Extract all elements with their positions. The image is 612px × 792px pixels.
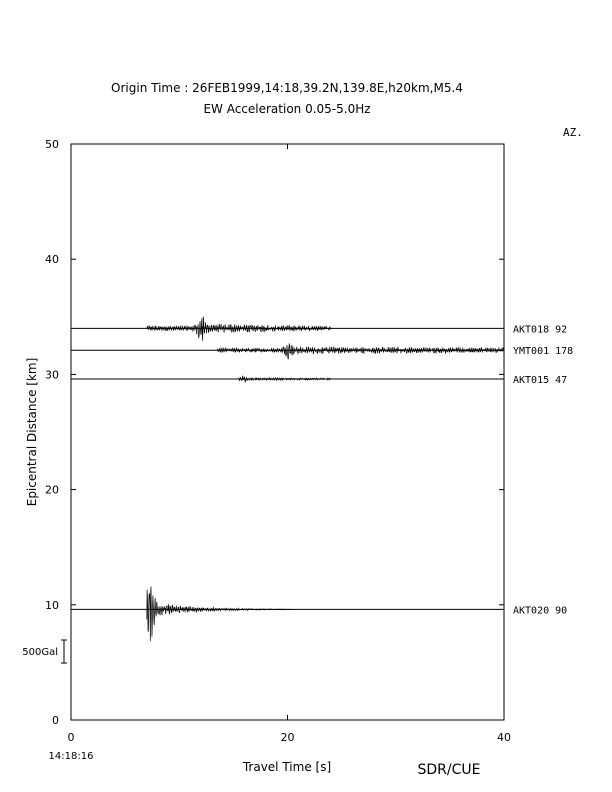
- y-axis-ticks: [45, 138, 504, 727]
- chart-subtitle: EW Acceleration 0.05-5.0Hz: [203, 102, 371, 116]
- trace-group: [71, 317, 573, 642]
- azimuth-header: AZ.: [563, 126, 583, 139]
- trace-ymt001: [71, 343, 573, 359]
- y-tick-label: 10: [45, 598, 59, 612]
- trace-akt015: [71, 375, 567, 386]
- credit-label: SDR/CUE: [417, 762, 481, 778]
- y-tick-label: 20: [45, 483, 59, 497]
- y-tick-label: 40: [45, 253, 59, 267]
- x-tick-label: 0: [67, 731, 75, 744]
- plot-frame: [71, 144, 504, 720]
- trace-akt020: [71, 586, 567, 641]
- y-tick-label: 0: [52, 714, 59, 727]
- trace-waveform: [239, 376, 331, 382]
- amplitude-scale-bar: [61, 640, 67, 663]
- trace-waveform: [217, 343, 504, 359]
- x-axis-ticks: [68, 144, 512, 744]
- trace-station-label: AKT018 92: [513, 324, 568, 336]
- x-tick-label: 40: [497, 731, 511, 744]
- y-axis-label: Epicentral Distance [km]: [25, 357, 39, 507]
- trace-waveform: [147, 586, 293, 641]
- trace-station-label: AKT015 47: [513, 375, 568, 387]
- x-axis-label: Travel Time [s]: [242, 760, 332, 774]
- y-tick-label: 30: [45, 368, 59, 382]
- scale-bar-label: 500Gal: [22, 647, 58, 658]
- y-tick-label: 50: [45, 138, 59, 151]
- trace-station-label: AKT020 90: [513, 605, 568, 617]
- x-tick-label: 20: [280, 731, 295, 744]
- start-time-label: 14:18:16: [48, 751, 94, 762]
- trace-akt018: [71, 317, 567, 341]
- chart-title: Origin Time : 26FEB1999,14:18,39.2N,139.8E,h20km,M5.4: [111, 81, 463, 95]
- trace-station-label: YMT001 178: [513, 346, 574, 358]
